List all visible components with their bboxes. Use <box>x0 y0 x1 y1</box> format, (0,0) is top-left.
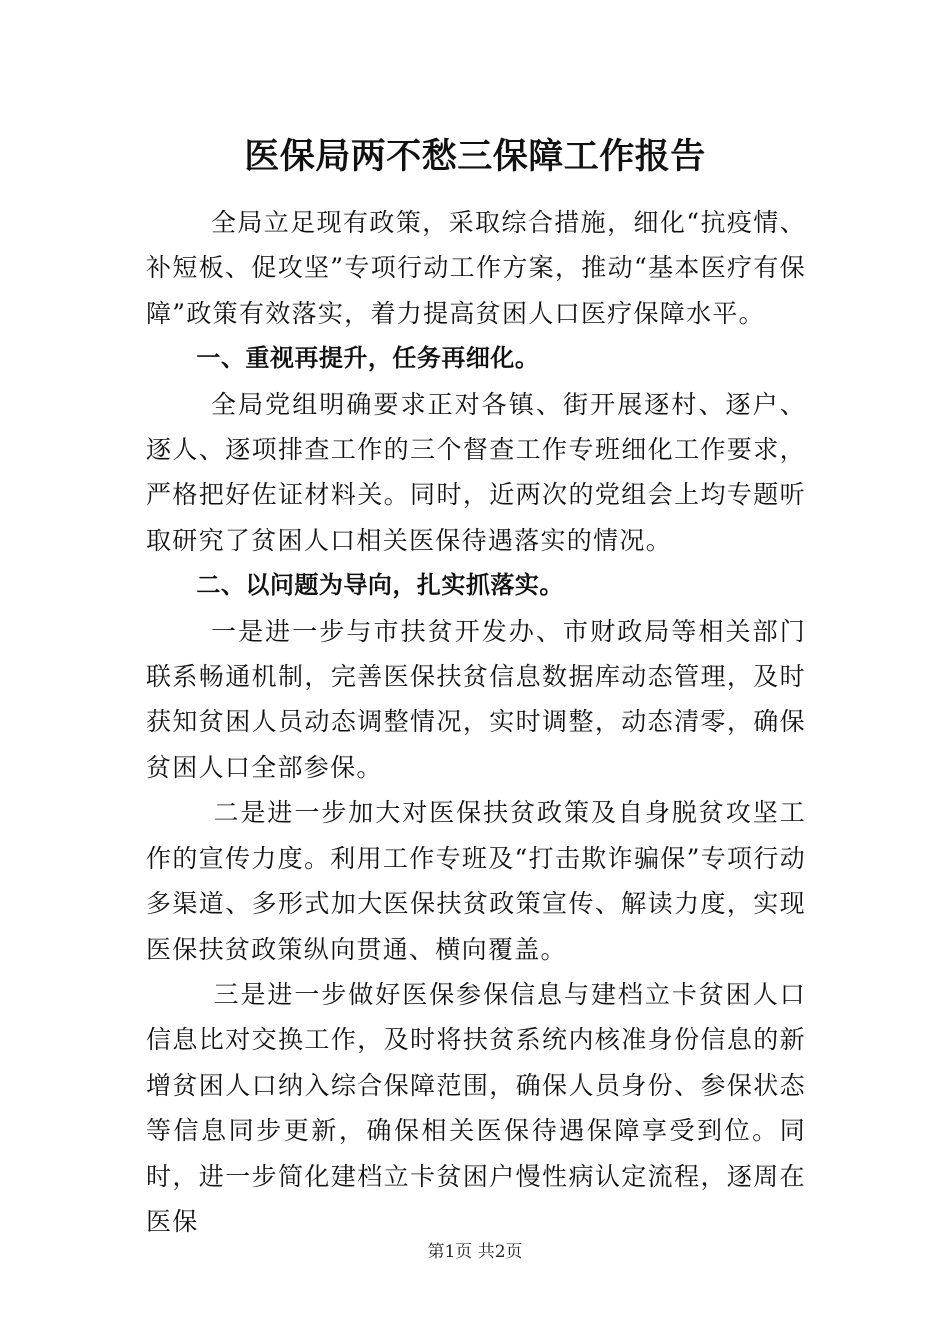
section-2-item-1: 一是进一步与市扶贫开发办、市财政局等相关部门联系畅通机制，完善医保扶贫信息数据库动态管理，及时获知贫困人员动态调整情况，实时调整，动态清零，确保贫困人口全部参保。 <box>146 616 806 782</box>
section-1-heading: 一、重视再提升，任务再细化。 <box>196 344 540 373</box>
section-1-paragraph: 全局党组明确要求正对各镇、街开展逐村、逐户、逐人、逐项排查工作的三个督查工作专班细化工作要求，严格把好佐证材料关。同时，近两次的党组会上均专题听取研究了贫困人口相关医保待遇落实的情况。 <box>146 389 806 555</box>
section-2-item-3: 三是进一步做好医保参保信息与建档立卡贫困人口信息比对交换工作，及时将扶贫系统内核准身份信息的新增贫困人口纳入综合保障范围，确保人员身份、参保状态等信息同步更新，确保相关医保待遇保障享受到位。同时，进一步简化建档立卡贫困户慢性病认定流程，逐周在医保 <box>146 979 806 1236</box>
page-number-footer: 第1页 共2页 <box>427 1242 523 1262</box>
document-title: 医保局两不愁三保障工作报告 <box>244 136 706 177</box>
document-body <box>146 200 806 1244</box>
section-2-heading: 二、以问题为导向，扎实抓落实。 <box>196 571 564 600</box>
section-2-item-2: 二是进一步加大对医保扶贫政策及自身脱贫攻坚工作的宣传力度。利用工作专班及“打击欺诈骗保”专项行动多渠道、多形式加大医保扶贫政策宣传、解读力度，实现医保扶贫政策纵向贯通、横向覆盖。 <box>146 798 806 964</box>
intro-paragraph: 全局立足现有政策，采取综合措施，细化“抗疫情、补短板、促攻坚”专项行动工作方案，推动“基本医疗有保障”政策有效落实，着力提高贫困人口医疗保障水平。 <box>146 208 806 328</box>
